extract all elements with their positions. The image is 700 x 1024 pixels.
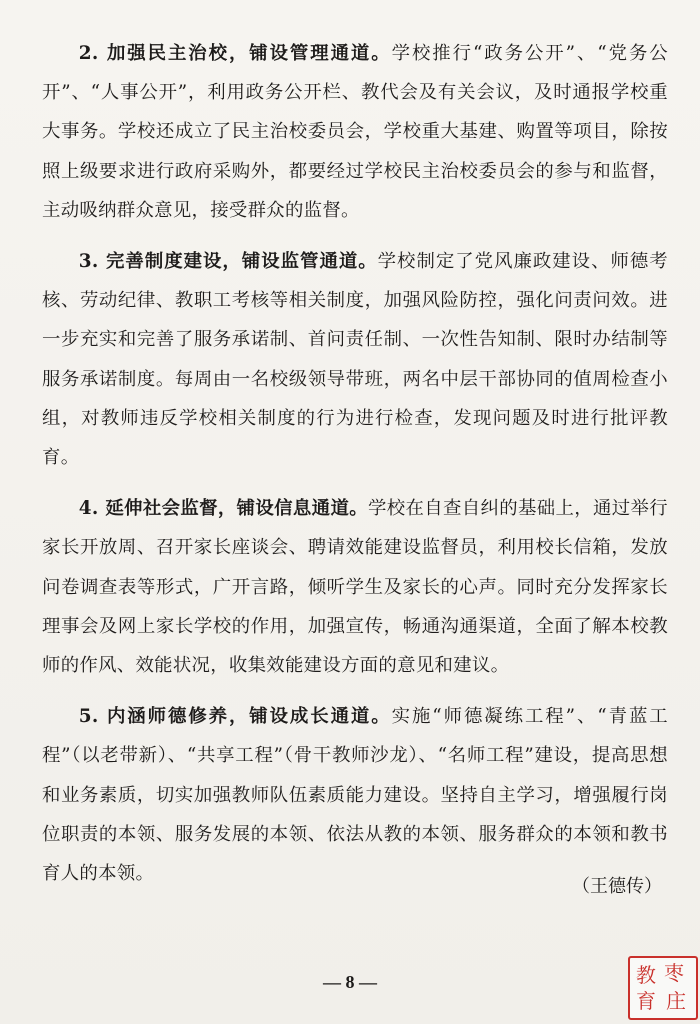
page-number: — 8 —	[323, 972, 377, 992]
seal-char: 教	[636, 963, 656, 987]
author-signature: （王德传）	[572, 876, 662, 897]
paragraph-2-heading: 2. 加强民主治校，铺设管理通道。	[78, 43, 392, 64]
paragraph-3-heading: 3. 完善制度建设，铺设监管通道。	[78, 251, 378, 273]
seal-stamp	[628, 956, 698, 1020]
seal-char: 枣	[664, 961, 684, 985]
paragraph-4	[42, 489, 668, 685]
paragraph-4-body: 学校在自查自纠的基础上，通过举行家长开放周、召开家长座谈会、聘请效能建设监督员，利用校长信箱，发放问卷调查表等形式，广开言路，倾听学生及家长的心声。同时充分发挥家长理事会及网上家长学校的作用，加强宣传，畅通沟通渠道，全面了解本校教师的作风、效能状况，收集效能建设方面的意见和建议。	[42, 498, 668, 677]
paragraph-4-heading: 4. 延伸社会监督，铺设信息通道。	[78, 498, 368, 520]
document-body	[42, 34, 668, 905]
paragraph-5	[42, 697, 668, 893]
paragraph-5-body: 实施“师德凝练工程”、“青蓝工程”（以老带新）、“共享工程”（骨干教师沙龙）、“名师工程”建设，提高思想和业务素质，切实加强教师队伍素质能力建设。坚持自主学习，增强履行岗位职责的本领、服务发展的本领、依法从教的本领、服务群众的本领和教书育人的本领。	[42, 706, 668, 885]
seal-char: 育	[636, 989, 656, 1013]
paragraph-2	[42, 34, 668, 230]
paragraph-2-body: 学校推行“政务公开”、“党务公开”、“人事公开”，利用政务公开栏、教代会及有关会议，及时通报学校重大事务。学校还成立了民主治校委员会，学校重大基建、购置等项目，除按照上级要求进行政府采购外，都要经过学校民主治校委员会的参与和监督，主动吸纳群众意见，接受群众的监督。	[42, 43, 668, 221]
seal-char: 庄	[666, 989, 686, 1013]
paragraph-5-heading: 5. 内涵师德修养，铺设成长通道。	[78, 706, 392, 728]
paragraph-3-body: 学校制定了党风廉政建设、师德考核、劳动纪律、教职工考核等相关制度，加强风险防控，强化问责问效。进一步充实和完善了服务承诺制、首问责任制、一次性告知制、限时办结制等服务承诺制度。每周由一名校级领导带班，两名中层干部协同的值周检查小组，对教师违反学校相关制度的行为进行检查，发现问题及时进行批评教育。	[42, 251, 668, 469]
paragraph-3	[42, 242, 668, 477]
